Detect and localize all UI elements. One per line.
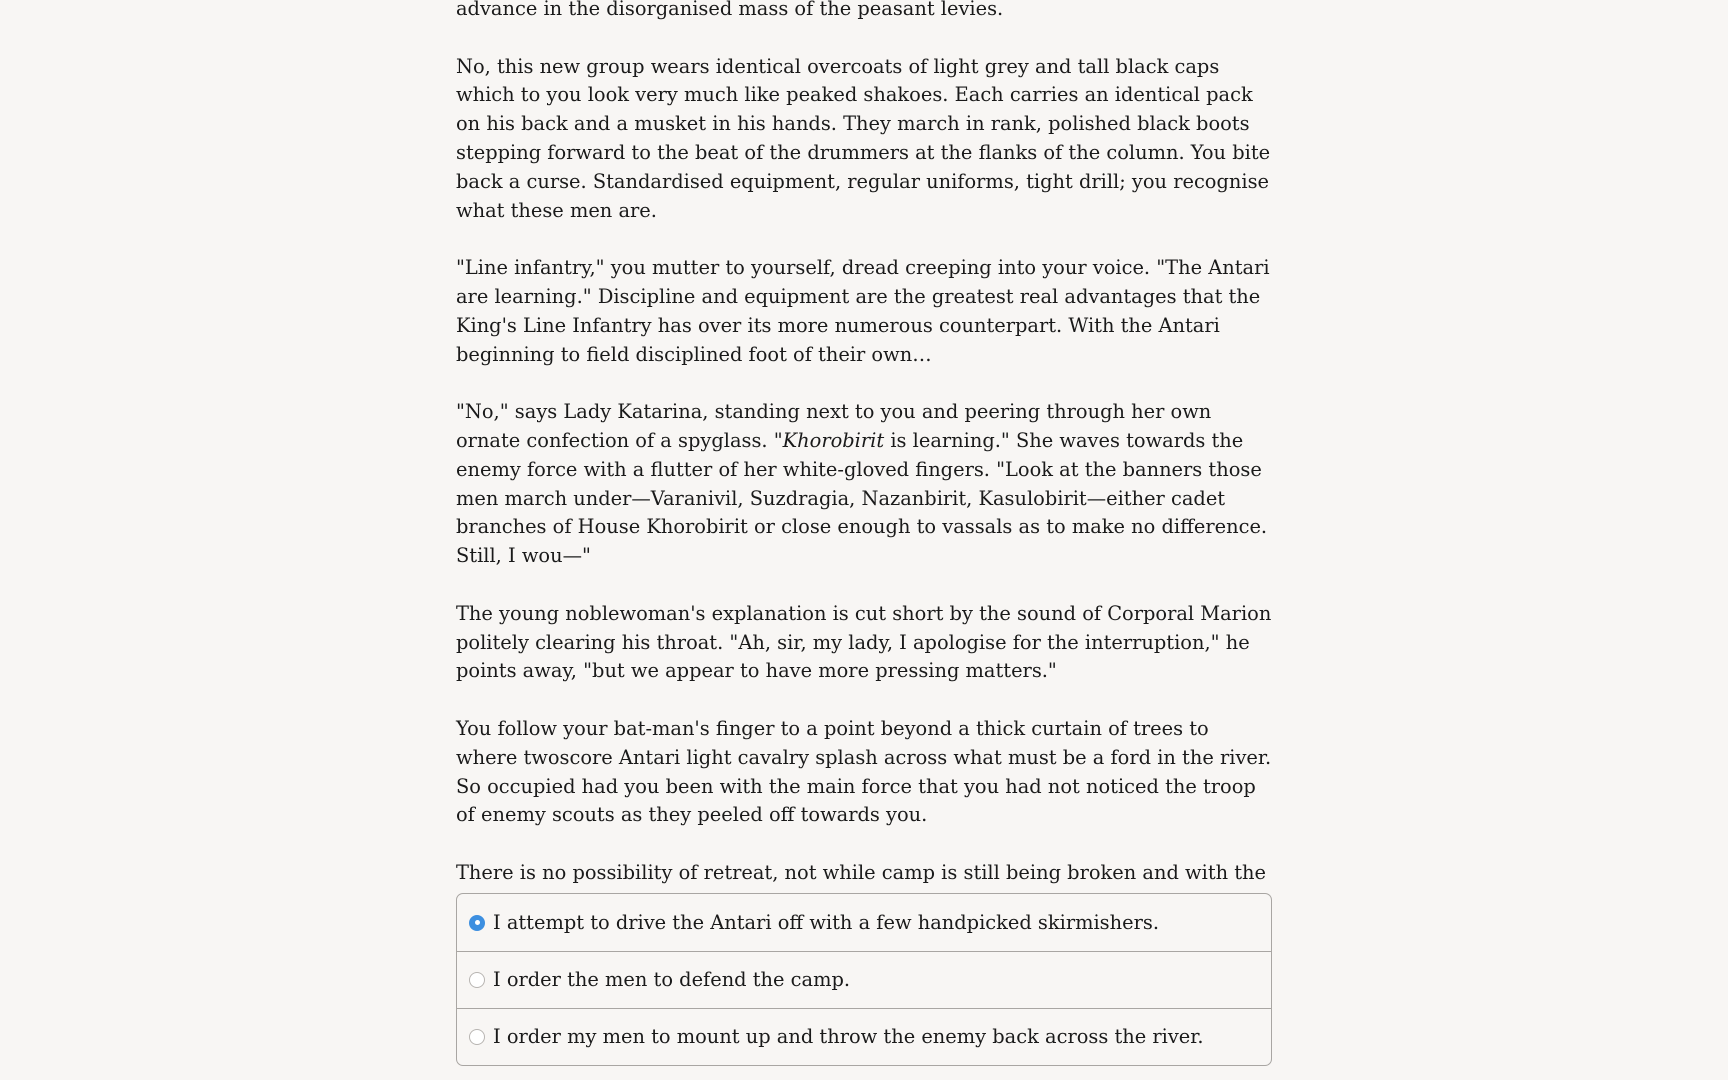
choice-label: I order the men to defend the camp.: [493, 968, 851, 991]
choice-option-2[interactable]: [457, 951, 1271, 1008]
choice-list: [456, 893, 1272, 1066]
choice-label: I attempt to drive the Antari off with a few handpicked skirmishers.: [493, 910, 1159, 934]
story-text: "No," says Lady Katarina, standing next to you and peering through her own ornate confection of a spyglass. ": [456, 400, 1212, 452]
story-paragraph: [456, 398, 1272, 571]
story-paragraph: "Line infantry," you mutter to yourself, dread creeping into your voice. "The Antari are learning." Discipline and equipment are the greatest real advantages that the King's Line Infantry has over its more numerous counterpart. With the Antari beginning to field disciplined foot of their own…: [456, 256, 1270, 366]
radio-unselected-icon[interactable]: [469, 1029, 485, 1045]
story-passage: [456, 0, 1272, 945]
radio-selected-icon[interactable]: [469, 915, 485, 931]
choice-option-3[interactable]: [457, 1008, 1271, 1065]
choice-label: I order my men to mount up and throw the enemy back across the river.: [493, 1025, 1204, 1048]
story-paragraph: The young noblewoman's explanation is cut short by the sound of Corporal Marion politely clearing his throat. "Ah, sir, my lady, I apologise for the interruption," he points away, "but we appear to have more pressing matters.": [456, 601, 1272, 683]
story-paragraph: You follow your bat-man's finger to a point beyond a thick curtain of trees to where twoscore Antari light cavalry splash across what must be a ford in the river. So occupied had you been with the main force that you had not noticed the troop of enemy scouts as they peeled off towards you.: [456, 716, 1272, 827]
choice-option-1[interactable]: [457, 894, 1271, 951]
story-paragraph: There is no possibility of retreat, not while camp is still being broken and with the: [456, 860, 1267, 884]
story-paragraph: No, this new group wears identical overcoats of light grey and tall black caps which to you look very much like peaked shakoes. Each carries an identical pack on his back and a musket in his hands. They march in rank, polished black boots stepping forward to the beat of the drummers at the flanks of the column. You bite back a curse. Standardised equipment, regular uniforms, tight drill; you recognise what these men are.: [456, 54, 1271, 222]
story-emphasis: Khorobirit: [782, 428, 885, 452]
story-text: is learning." She waves towards the enemy force with a flutter of her white-gloved fingers. "Look at the banners those men march under—Varanivil, Suzdragia, Nazanbirit, Kasulobirit—either cadet branches of House Khorobirit or close enough to vassals as to make no difference. Still, I wou—": [456, 428, 1268, 568]
radio-unselected-icon[interactable]: [469, 972, 485, 988]
story-paragraph: advance in the disorganised mass of the peasant levies.: [456, 0, 1004, 20]
